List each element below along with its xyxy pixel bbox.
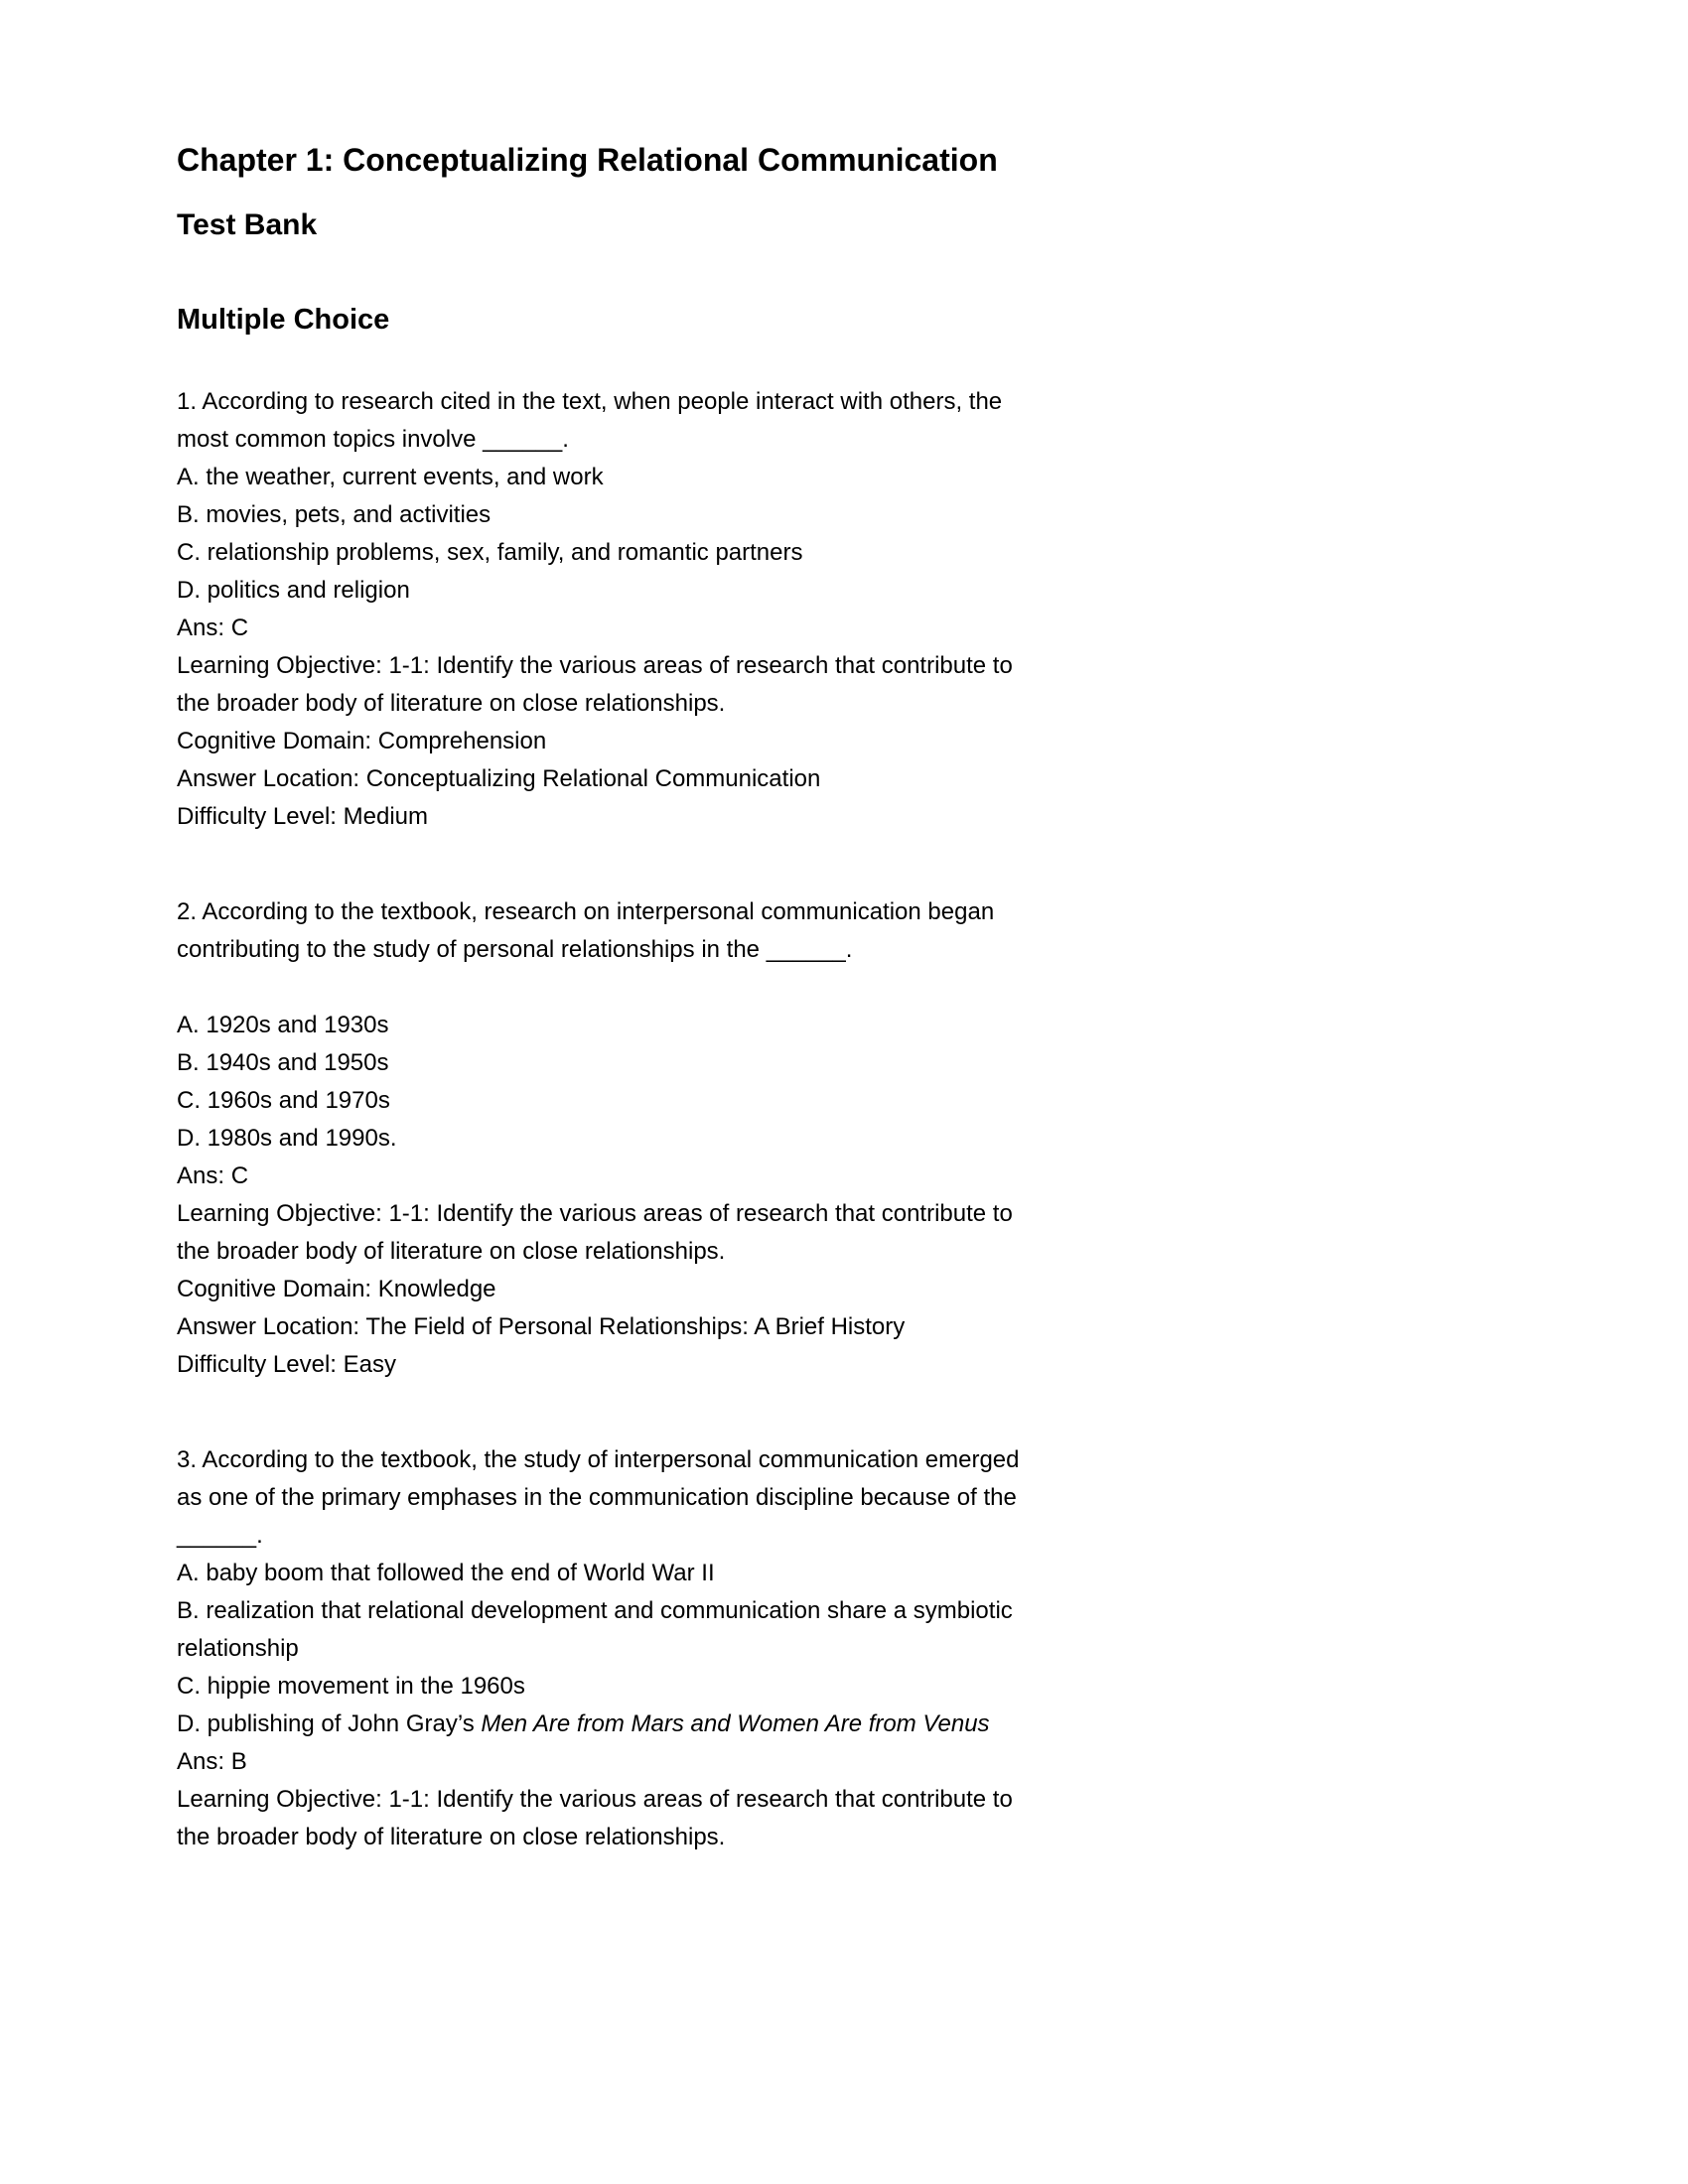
- meta-line: Answer Location: Conceptualizing Relational Communication: [177, 764, 821, 792]
- question-text-line: contributing to the study of personal relationships in the ______.: [177, 935, 853, 963]
- option-line: A. baby boom that followed the end of World War II: [177, 1559, 715, 1586]
- option-line: A. the weather, current events, and work: [177, 463, 604, 490]
- option-line: C. 1960s and 1970s: [177, 1086, 390, 1114]
- meta-line: Learning Objective: 1-1: Identify the various areas of research that contribute to: [177, 1199, 1013, 1227]
- document-subtitle: Test Bank: [177, 207, 318, 241]
- question-block: [177, 1441, 1507, 1856]
- meta-line: Ans: C: [177, 614, 249, 641]
- meta-line: Learning Objective: 1-1: Identify the various areas of research that contribute to: [177, 651, 1013, 679]
- option-line: D. politics and religion: [177, 576, 410, 604]
- question-text-line: 3. According to the textbook, the study of interpersonal communication emerged: [177, 1445, 1020, 1473]
- meta-line: the broader body of literature on close relationships.: [177, 1237, 726, 1265]
- option-line: B. realization that relational development and communication share a symbiotic: [177, 1596, 1013, 1624]
- meta-line: the broader body of literature on close relationships.: [177, 689, 726, 717]
- section-heading: Multiple Choice: [177, 304, 390, 337]
- question-text-line: 2. According to the textbook, research on interpersonal communication began: [177, 897, 995, 925]
- italic-book-title: Men Are from Mars and Women Are from Venus: [481, 1709, 990, 1737]
- option-line: Ans: C: [177, 1161, 249, 1189]
- meta-line: Cognitive Domain: Comprehension: [177, 727, 547, 754]
- meta-line: the broader body of literature on close relationships.: [177, 1823, 726, 1850]
- question-block: [177, 893, 1507, 1384]
- questions: [177, 383, 1507, 1856]
- option-line: A. 1920s and 1930s: [177, 1011, 389, 1038]
- option-line: C. hippie movement in the 1960s: [177, 1672, 525, 1700]
- blank-line: [177, 969, 1507, 1007]
- option-line: D. 1980s and 1990s.: [177, 1124, 397, 1152]
- meta-line: Difficulty Level: Medium: [177, 802, 428, 830]
- option-line: C. relationship problems, sex, family, and romantic partners: [177, 538, 803, 566]
- meta-line: Learning Objective: 1-1: Identify the various areas of research that contribute to: [177, 1785, 1013, 1813]
- chapter-title: Chapter 1: Conceptualizing Relational Communication: [177, 142, 998, 178]
- option-text-segment: D. publishing of John Gray’s: [177, 1709, 482, 1737]
- meta-line: Cognitive Domain: Knowledge: [177, 1275, 496, 1302]
- meta-line: Ans: B: [177, 1747, 247, 1775]
- question-text-line: 1. According to research cited in the text, when people interact with others, the: [177, 387, 1003, 415]
- question-text-line: as one of the primary emphases in the communication discipline because of the: [177, 1483, 1017, 1511]
- question-text-line: ______.: [177, 1521, 263, 1549]
- meta-line: Answer Location: The Field of Personal Relationships: A Brief History: [177, 1312, 906, 1340]
- document-content: [177, 142, 1507, 1914]
- meta-line: Difficulty Level: Easy: [177, 1350, 396, 1378]
- option-line: B. 1940s and 1950s: [177, 1048, 389, 1076]
- option-line: B. movies, pets, and activities: [177, 500, 492, 528]
- option-line: relationship: [177, 1634, 299, 1662]
- option-line: [177, 1706, 1507, 1743]
- question-text-line: most common topics involve ______.: [177, 425, 569, 453]
- question-block: [177, 383, 1507, 836]
